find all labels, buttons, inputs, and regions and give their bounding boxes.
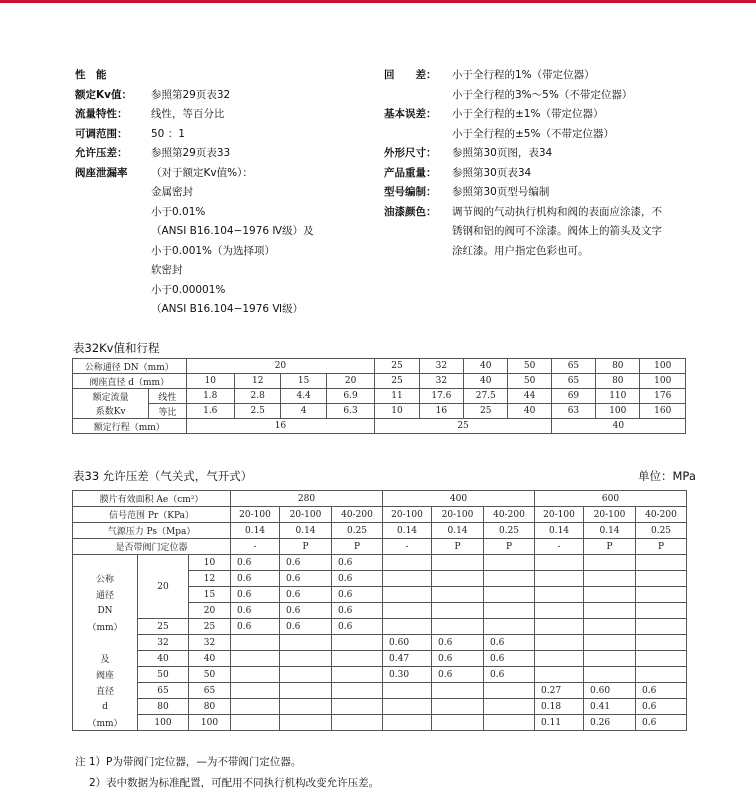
table-row: 20 10 0.6 0.6 0.6 [73, 555, 687, 571]
leakage-line: （ANSI B16.104−1976 Ⅳ级）及 [151, 225, 314, 237]
table-row: 系数Kv 等比 1.6 2.5 4 6.3 10 16 25 40 63 100 160 [73, 404, 686, 419]
table-row: DN 20 0.6 0.6 0.6 [73, 603, 687, 619]
note-2: 2）表中数据为标准配置，可配用不同执行机构改变允许压差。 [89, 777, 380, 789]
paint-line: 涂红漆。用户指定色彩也可。 [452, 244, 589, 257]
performance-heading: 性 能 [75, 69, 107, 81]
spec-model-code: 型号编制： 参照第30页型号编制 [384, 186, 550, 198]
notes [75, 752, 379, 794]
leakage-line: 金属密封 [151, 186, 193, 198]
paint-line: 锈钢和铝的阀可不涂漆。阀体上的箭头及文字 [452, 225, 662, 237]
table-row: 阀座直径 d（mm） 10 12 15 20 25 32 40 50 65 80 100 [73, 374, 686, 389]
table-row: 是否带阀门定位器 - P P - P P - P P [73, 539, 687, 555]
spec-basic-error: 基本误差： 小于全行程的±1%（带定位器） [384, 108, 604, 120]
table32-title: 表32Kv值和行程 [73, 341, 160, 355]
spec-rated-kv: 额定Kv值： 参照第29页表32 [75, 88, 231, 101]
table-row: （mm） 25 25 0.6 0.6 0.6 [73, 619, 687, 635]
leakage-line: 小于0.001%（为选择项） [151, 244, 276, 257]
spec-leakage: 阀座泄漏率 （对于额定Kv值%）： [75, 166, 253, 179]
spec-weight: 产品重量： 参照第30页表34 [384, 166, 532, 179]
table-row: 通径 15 0.6 0.6 0.6 [73, 587, 687, 603]
spec-dimensions: 外形尺寸： 参照第30页图，表34 [384, 147, 553, 159]
table33-title: 表33 允许压差（气关式，气开式） [73, 469, 253, 483]
table-row: 气源压力 Ps（Mpa） 0.14 0.14 0.25 0.14 0.14 0.25 0.14 0.14 0.25 [73, 523, 687, 539]
table-row: 32 32 0.60 0.6 0.6 [73, 635, 687, 651]
table-row: 膜片有效面积 Ae（cm²） 280 400 600 [73, 491, 687, 507]
spec-hysteresis: 回 差： 小于全行程的1%（带定位器） [384, 69, 595, 81]
table-row: 公称 12 0.6 0.6 0.6 [73, 571, 687, 587]
leakage-line: （ANSI B16.104−1976 Ⅵ级） [151, 303, 304, 315]
note-1: 注 1）P为带阀门定位器，—为不带阀门定位器。 [75, 756, 302, 768]
table-row: 额定行程（mm） 16 25 40 [73, 419, 686, 434]
spec-basic-error-line2: 小于全行程的±5%（不带定位器） [452, 127, 614, 140]
spec-flow-characteristic: 流量特性： 线性，等百分比 [75, 108, 225, 120]
spec-pressure-drop: 允许压差： 参照第29页表33 [75, 147, 231, 159]
top-red-rule [0, 0, 756, 3]
allowable-pressure-table [72, 490, 687, 731]
table-row: 阀座 50 50 0.30 0.6 0.6 [73, 667, 687, 683]
spec-hysteresis-line2: 小于全行程的3%～5%（不带定位器） [452, 88, 633, 101]
leakage-line: 软密封 [151, 264, 183, 276]
table-row: （mm） 100 100 0.11 0.26 0.6 [73, 715, 687, 731]
kv-stroke-table [72, 358, 686, 434]
table-row: 直径 65 65 0.27 0.60 0.6 [73, 683, 687, 699]
leakage-line: 小于0.01% [151, 205, 206, 218]
spec-paint-color: 油漆颜色： 调节阀的气动执行机构和阀的表面应涂漆，不 [384, 205, 662, 218]
spec-range: 可调范围： 50 ：1 [75, 127, 185, 140]
specs-left [75, 66, 314, 320]
leakage-line: 小于0.00001% [151, 283, 226, 296]
table-row: 信号范围 Pr（KPa） 20-100 20-100 40-200 20-100 20-100 40-200 20-100 20-100 40-200 [73, 507, 687, 523]
table33-unit: 单位：MPa [638, 469, 696, 483]
table-row: 及 40 40 0.47 0.6 0.6 [73, 651, 687, 667]
table-row: d 80 80 0.18 0.41 0.6 [73, 699, 687, 715]
table-row: 额定流量 线性 1.8 2.8 4.4 6.9 11 17.6 27.5 44 69 110 176 [73, 389, 686, 404]
specs-right [384, 66, 662, 261]
table-row: 公称通径 DN（mm） 20 25 32 40 50 65 80 100 [73, 359, 686, 374]
